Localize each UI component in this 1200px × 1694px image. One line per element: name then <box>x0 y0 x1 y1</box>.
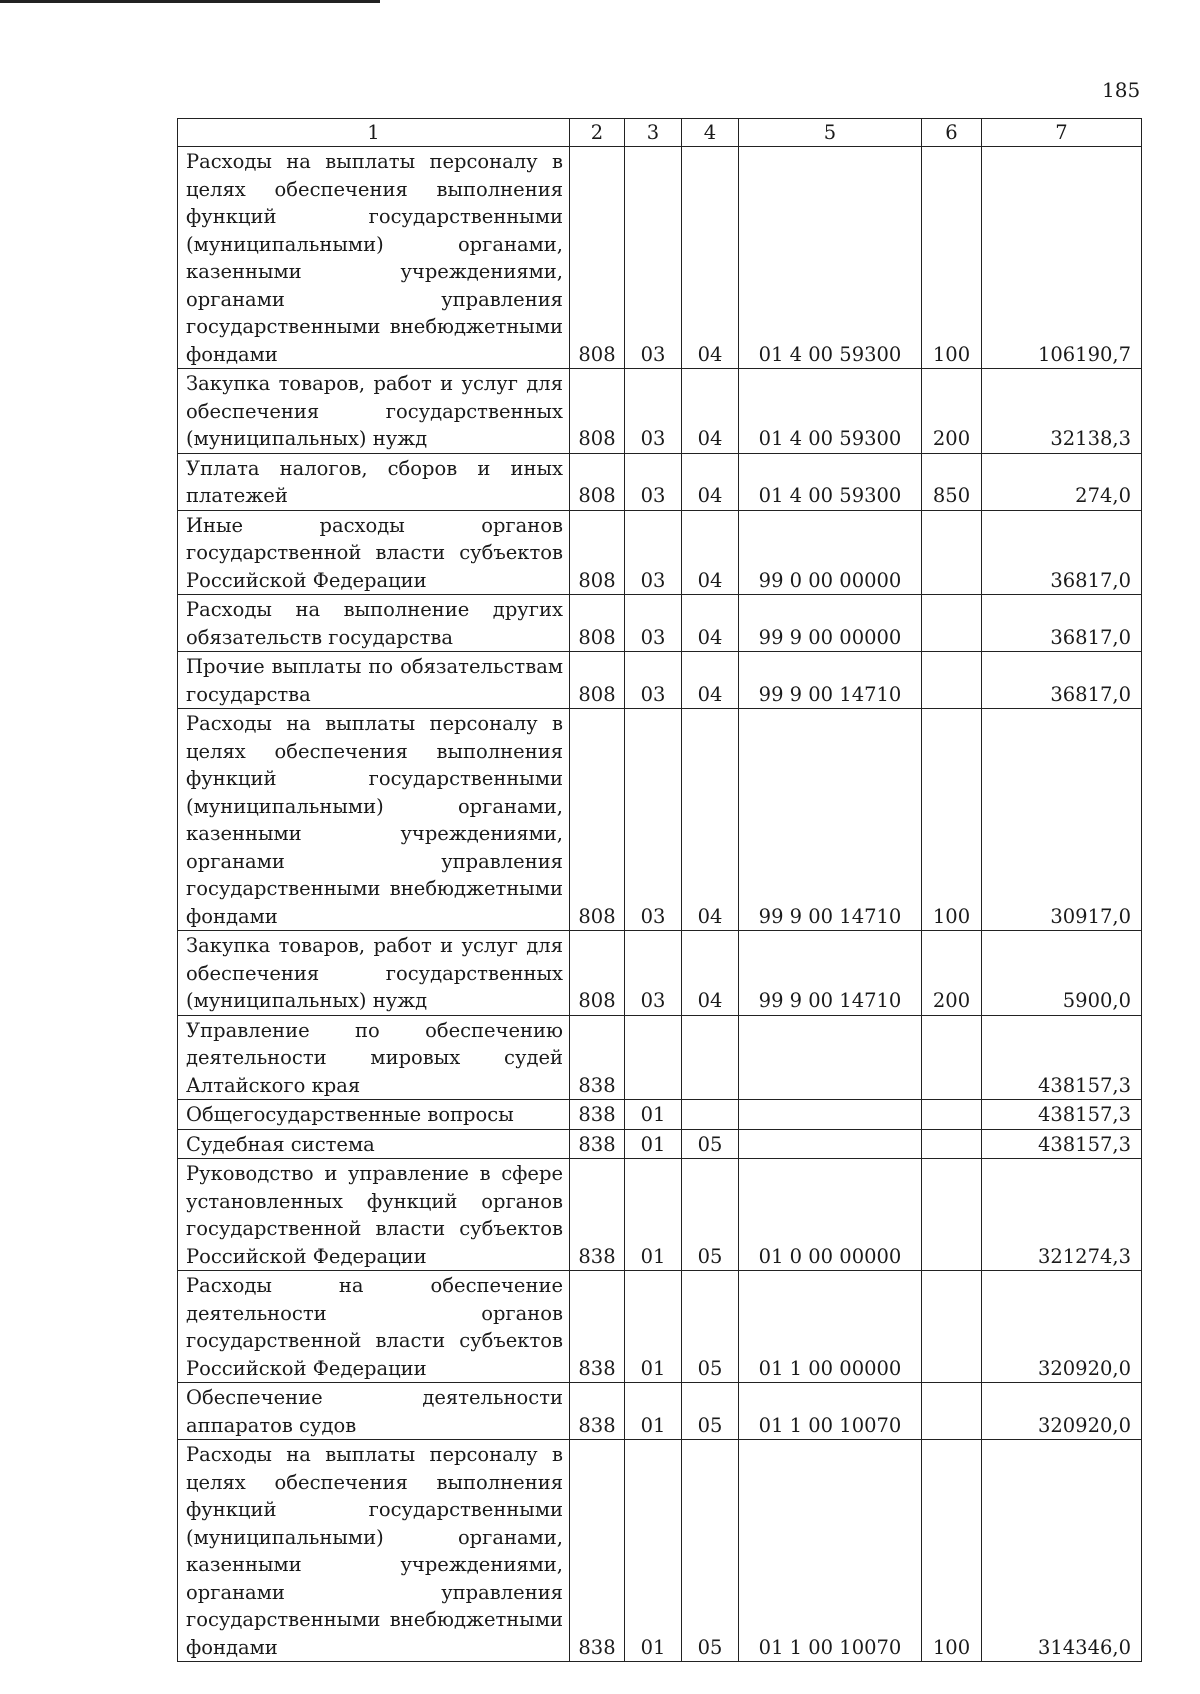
row-code-expense-type <box>922 510 982 595</box>
row-code-section: 03 <box>625 652 682 709</box>
row-name: Иные расходы органов государственной власти субъектов Российской Федерации <box>178 510 570 595</box>
table-row <box>178 510 1142 595</box>
row-code-section: 01 <box>625 1383 682 1440</box>
row-code-ministry: 838 <box>570 1015 625 1100</box>
row-code-expense-type <box>922 1015 982 1100</box>
row-code-target: 99 9 00 00000 <box>739 595 922 652</box>
row-code-subsection: 04 <box>682 709 739 931</box>
row-amount: 320920,0 <box>982 1271 1142 1383</box>
row-code-expense-type <box>922 595 982 652</box>
row-code-section: 03 <box>625 369 682 454</box>
table-row <box>178 1383 1142 1440</box>
row-code-section: 01 <box>625 1100 682 1130</box>
row-code-target: 01 1 00 00000 <box>739 1271 922 1383</box>
row-amount: 438157,3 <box>982 1100 1142 1130</box>
row-code-target: 01 4 00 59300 <box>739 369 922 454</box>
column-header-3: 3 <box>625 119 682 147</box>
row-name: Обеспечение деятельности аппаратов судов <box>178 1383 570 1440</box>
row-name: Расходы на выполнение других обязательств государства <box>178 595 570 652</box>
row-code-target: 99 9 00 14710 <box>739 709 922 931</box>
table-row <box>178 595 1142 652</box>
row-code-expense-type: 850 <box>922 453 982 510</box>
row-code-target: 99 9 00 14710 <box>739 931 922 1016</box>
row-code-target <box>739 1129 922 1159</box>
table-row <box>178 1440 1142 1662</box>
row-code-expense-type <box>922 1129 982 1159</box>
row-code-expense-type <box>922 1383 982 1440</box>
column-header-6: 6 <box>922 119 982 147</box>
row-name: Закупка товаров, работ и услуг для обеспечения государственных (муниципальных) нужд <box>178 931 570 1016</box>
table-header-row <box>178 119 1142 147</box>
row-name: Закупка товаров, работ и услуг для обеспечения государственных (муниципальных) нужд <box>178 369 570 454</box>
row-code-ministry: 838 <box>570 1100 625 1130</box>
row-code-target: 01 4 00 59300 <box>739 147 922 369</box>
row-code-ministry: 808 <box>570 595 625 652</box>
row-code-expense-type: 100 <box>922 709 982 931</box>
row-code-subsection: 04 <box>682 147 739 369</box>
row-code-target: 01 0 00 00000 <box>739 1159 922 1271</box>
row-amount: 5900,0 <box>982 931 1142 1016</box>
row-code-section: 01 <box>625 1129 682 1159</box>
row-code-subsection <box>682 1100 739 1130</box>
table-row <box>178 709 1142 931</box>
row-code-subsection: 04 <box>682 931 739 1016</box>
row-code-section: 03 <box>625 709 682 931</box>
row-code-ministry: 838 <box>570 1271 625 1383</box>
row-name: Управление по обеспечению деятельности мировых судей Алтайского края <box>178 1015 570 1100</box>
row-name: Расходы на обеспечение деятельности органов государственной власти субъектов Российской Федерации <box>178 1271 570 1383</box>
column-header-4: 4 <box>682 119 739 147</box>
table-row <box>178 1015 1142 1100</box>
row-code-target: 01 4 00 59300 <box>739 453 922 510</box>
row-amount: 438157,3 <box>982 1015 1142 1100</box>
table-row <box>178 931 1142 1016</box>
row-amount: 274,0 <box>982 453 1142 510</box>
row-code-expense-type <box>922 652 982 709</box>
row-name: Расходы на выплаты персоналу в целях обеспечения выполнения функций государственными (муниципальными) органами, казенными учреждениями, органами управления государственными внебюджетными фондами <box>178 147 570 369</box>
table-row <box>178 652 1142 709</box>
row-amount: 30917,0 <box>982 709 1142 931</box>
row-amount: 314346,0 <box>982 1440 1142 1662</box>
row-amount: 321274,3 <box>982 1159 1142 1271</box>
column-header-2: 2 <box>570 119 625 147</box>
row-amount: 106190,7 <box>982 147 1142 369</box>
row-code-target: 01 1 00 10070 <box>739 1383 922 1440</box>
row-code-target <box>739 1015 922 1100</box>
row-code-expense-type: 200 <box>922 369 982 454</box>
row-name: Прочие выплаты по обязательствам государства <box>178 652 570 709</box>
row-name: Расходы на выплаты персоналу в целях обеспечения выполнения функций государственными (муниципальными) органами, казенными учреждениями, органами управления государственными внебюджетными фондами <box>178 709 570 931</box>
row-amount: 32138,3 <box>982 369 1142 454</box>
row-amount: 36817,0 <box>982 652 1142 709</box>
row-code-section: 01 <box>625 1271 682 1383</box>
table-row <box>178 1271 1142 1383</box>
row-code-subsection: 05 <box>682 1129 739 1159</box>
row-amount: 36817,0 <box>982 510 1142 595</box>
row-code-section: 01 <box>625 1159 682 1271</box>
row-code-expense-type: 100 <box>922 1440 982 1662</box>
column-header-1: 1 <box>178 119 570 147</box>
row-code-ministry: 808 <box>570 147 625 369</box>
row-code-target <box>739 1100 922 1130</box>
table-row <box>178 369 1142 454</box>
row-code-expense-type: 100 <box>922 147 982 369</box>
row-code-subsection: 05 <box>682 1383 739 1440</box>
table-row <box>178 453 1142 510</box>
column-header-5: 5 <box>739 119 922 147</box>
row-code-ministry: 808 <box>570 652 625 709</box>
row-code-ministry: 808 <box>570 931 625 1016</box>
row-code-ministry: 838 <box>570 1159 625 1271</box>
budget-table <box>177 118 1142 1662</box>
row-amount: 320920,0 <box>982 1383 1142 1440</box>
row-name: Руководство и управление в сфере установленных функций органов государственной власти субъектов Российской Федерации <box>178 1159 570 1271</box>
table-row <box>178 1100 1142 1130</box>
row-code-ministry: 808 <box>570 709 625 931</box>
row-code-subsection: 04 <box>682 595 739 652</box>
row-code-subsection: 04 <box>682 510 739 595</box>
row-code-ministry: 838 <box>570 1383 625 1440</box>
page-number: 185 <box>1102 78 1141 102</box>
row-name: Судебная система <box>178 1129 570 1159</box>
row-code-section: 01 <box>625 1440 682 1662</box>
row-code-subsection: 04 <box>682 369 739 454</box>
row-code-subsection <box>682 1015 739 1100</box>
table-row <box>178 147 1142 369</box>
row-code-expense-type <box>922 1159 982 1271</box>
row-name: Расходы на выплаты персоналу в целях обеспечения выполнения функций государственными (муниципальными) органами, казенными учреждениями, органами управления государственными внебюджетными фондами <box>178 1440 570 1662</box>
row-code-expense-type <box>922 1271 982 1383</box>
row-code-subsection: 04 <box>682 652 739 709</box>
row-code-section: 03 <box>625 595 682 652</box>
row-amount: 438157,3 <box>982 1129 1142 1159</box>
table-row <box>178 1159 1142 1271</box>
row-code-subsection: 05 <box>682 1440 739 1662</box>
row-code-section: 03 <box>625 510 682 595</box>
row-name: Уплата налогов, сборов и иных платежей <box>178 453 570 510</box>
row-code-target: 99 0 00 00000 <box>739 510 922 595</box>
table-row <box>178 1129 1142 1159</box>
row-code-expense-type: 200 <box>922 931 982 1016</box>
row-code-ministry: 808 <box>570 453 625 510</box>
row-code-subsection: 04 <box>682 453 739 510</box>
column-header-7: 7 <box>982 119 1142 147</box>
row-code-ministry: 838 <box>570 1440 625 1662</box>
row-code-ministry: 808 <box>570 369 625 454</box>
row-code-section: 03 <box>625 931 682 1016</box>
row-code-target: 01 1 00 10070 <box>739 1440 922 1662</box>
row-code-subsection: 05 <box>682 1271 739 1383</box>
row-code-section <box>625 1015 682 1100</box>
row-code-section: 03 <box>625 147 682 369</box>
row-code-subsection: 05 <box>682 1159 739 1271</box>
row-code-expense-type <box>922 1100 982 1130</box>
row-amount: 36817,0 <box>982 595 1142 652</box>
row-code-target: 99 9 00 14710 <box>739 652 922 709</box>
scan-edge-rule <box>0 0 380 3</box>
row-code-ministry: 838 <box>570 1129 625 1159</box>
row-name: Общегосударственные вопросы <box>178 1100 570 1130</box>
row-code-section: 03 <box>625 453 682 510</box>
row-code-ministry: 808 <box>570 510 625 595</box>
